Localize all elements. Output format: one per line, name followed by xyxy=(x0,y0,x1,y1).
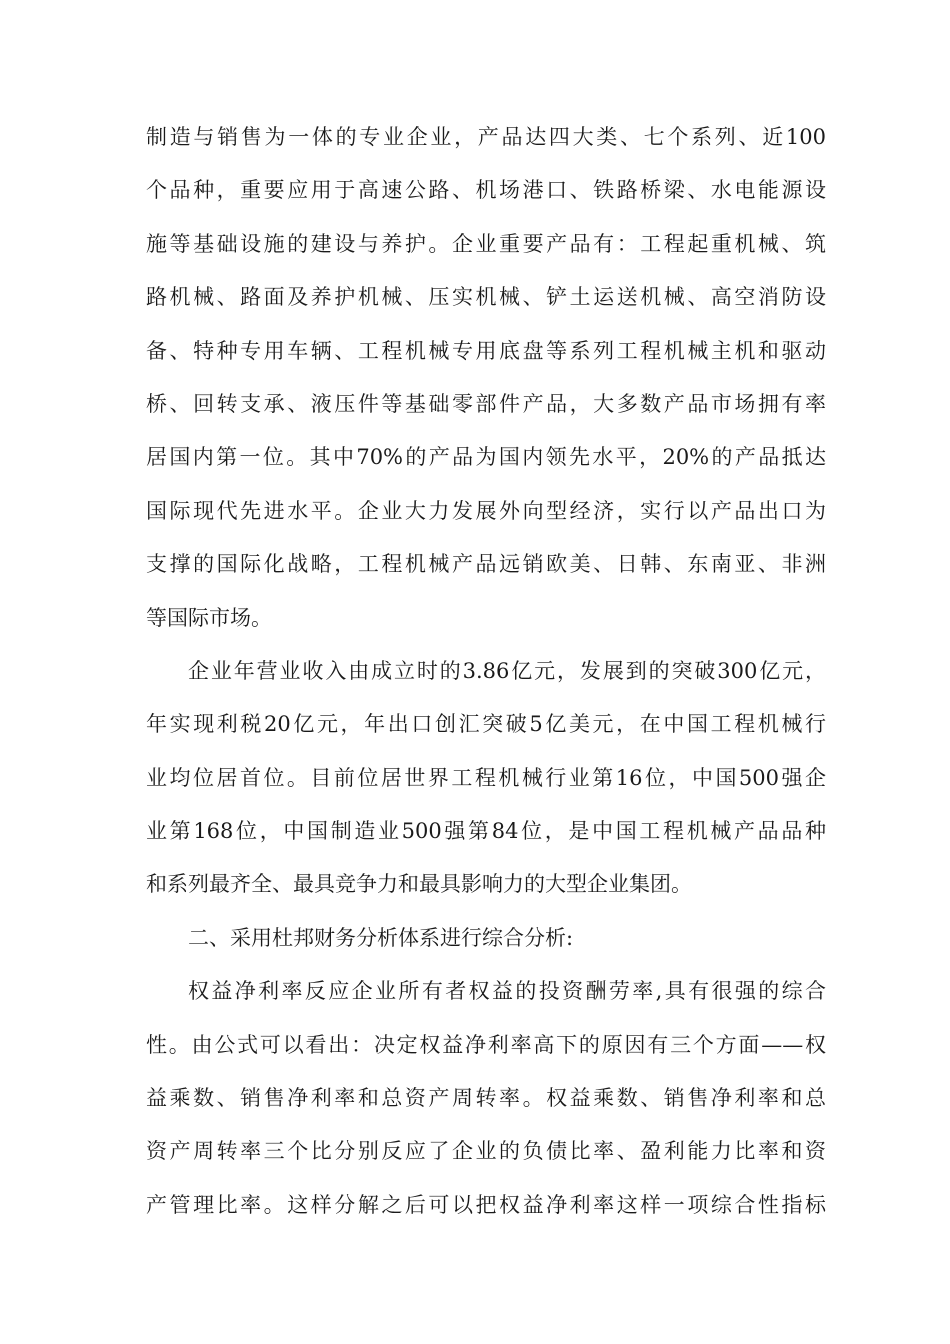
text-line: 制造与销售为一体的专业企业，产品达四大类、七个系列、近100 xyxy=(146,125,826,149)
text-line: 居国内第一位。其中70%的产品为国内领先水平，20%的产品抵达 xyxy=(146,445,826,470)
text-line: 施等基础设施的建设与养护。企业重要产品有：工程起重机械、筑 xyxy=(146,231,826,256)
text-line: 性。由公式可以看出：决定权益净利率高下的原因有三个方面——权 xyxy=(146,1032,826,1057)
text-line: 国际现代先进水平。企业大力发展外向型经济，实行以产品出口为 xyxy=(146,498,826,523)
text-line: 路机械、路面及养护机械、压实机械、铲土运送机械、高空消防设 xyxy=(146,285,826,310)
text-line: 等国际市场。 xyxy=(146,605,272,630)
text-line: 企业年营业收入由成立时的3.86亿元，发展到的突破300亿元， xyxy=(188,658,826,683)
text-line: 业第168位，中国制造业500强第84位，是中国工程机械产品品种 xyxy=(146,819,826,844)
paragraph-company-products xyxy=(146,117,826,651)
text-line: 支撑的国际化战略，工程机械产品远销欧美、日韩、东南亚、非洲 xyxy=(146,552,826,577)
paragraph-dupont-explanation xyxy=(146,971,826,1238)
paragraph-company-revenue xyxy=(146,651,826,918)
text-line: 业均位居首位。目前位居世界工程机械行业第16位，中国500强企 xyxy=(146,765,826,790)
text-line: 权益净利率反应企业所有者权益的投资酬劳率,具有很强的综合 xyxy=(188,979,826,1004)
section-heading: 二、采用杜邦财务分析体系进行综合分析: xyxy=(188,925,574,950)
document-body xyxy=(146,117,826,1238)
text-line: 资产周转率三个比分别反应了企业的负债比率、盈利能力比率和资 xyxy=(146,1139,826,1164)
text-line: 个品种，重要应用于高速公路、机场港口、铁路桥梁、水电能源设 xyxy=(146,178,826,203)
text-line: 备、特种专用车辆、工程机械专用底盘等系列工程机械主机和驱动 xyxy=(146,338,826,363)
text-line: 和系列最齐全、最具竞争力和最具影响力的大型企业集团。 xyxy=(146,872,692,897)
text-line: 桥、回转支承、液压件等基础零部件产品，大多数产品市场拥有率 xyxy=(146,391,826,416)
text-line: 年实现利税20亿元，年出口创汇突破5亿美元，在中国工程机械行 xyxy=(146,712,826,737)
text-line: 益乘数、销售净利率和总资产周转率。权益乘数、销售净利率和总 xyxy=(146,1086,826,1111)
text-line: 产管理比率。这样分解之后可以把权益净利率这样一项综合性指标 xyxy=(146,1192,826,1217)
section-heading-dupont-analysis xyxy=(146,918,826,971)
